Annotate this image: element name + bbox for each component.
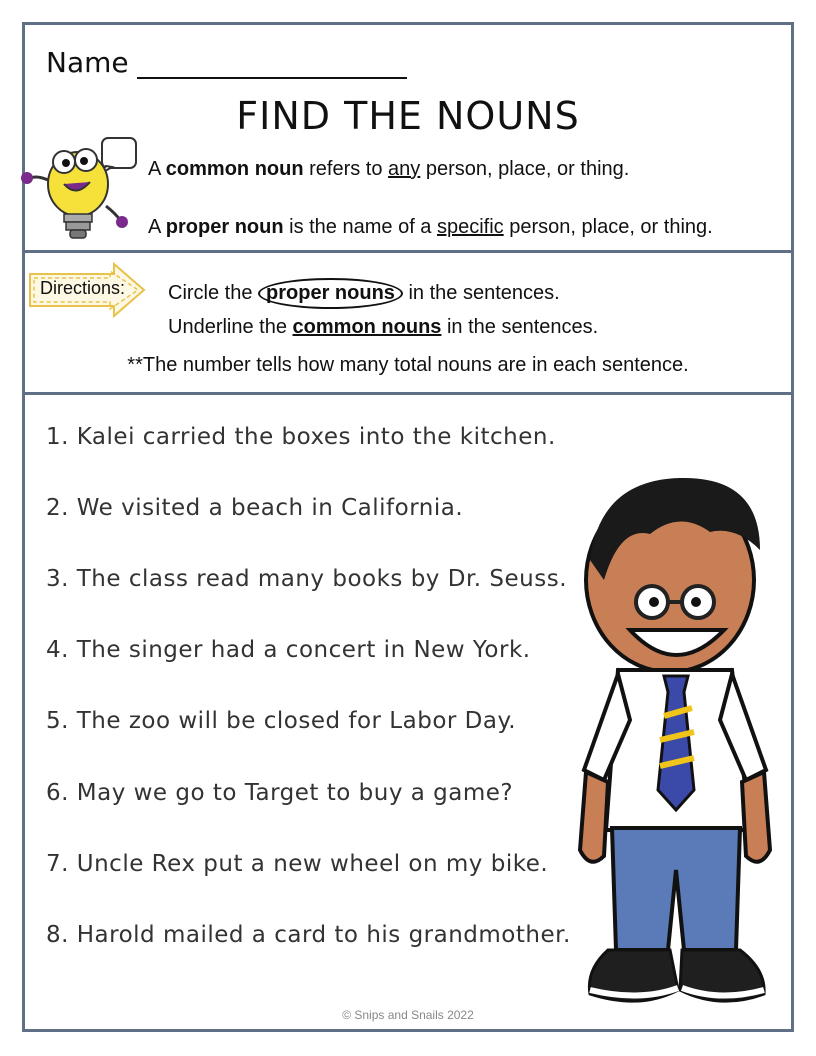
common-nouns-underlined: common nouns (292, 316, 442, 338)
sentence-6[interactable]: 6. May we go to Target to buy a game? (46, 780, 514, 806)
directions-text: Underline the (168, 316, 293, 338)
keyword-any: any (388, 158, 421, 180)
directions-label: Directions: (40, 278, 126, 298)
divider-middle (22, 392, 794, 395)
proper-nouns-circled: proper nouns (258, 278, 403, 309)
common-noun-definition (148, 158, 629, 181)
name-label: Name (46, 46, 129, 79)
copyright-footer: © Snips and Snails 2022 (342, 1008, 474, 1022)
sentence-8[interactable]: 8. Harold mailed a card to his grandmother. (46, 922, 571, 948)
sentence-4[interactable]: 4. The singer had a concert in New York. (46, 637, 531, 663)
sentence-1[interactable]: 1. Kalei carried the boxes into the kitchen. (46, 424, 556, 450)
common-noun-term: common noun (165, 158, 304, 180)
sentence-2[interactable]: 2. We visited a beach in California. (46, 495, 464, 521)
definition-text: A (148, 158, 166, 180)
directions-text: in the sentences. (441, 316, 599, 338)
name-field (46, 46, 407, 79)
directions-note: **The number tells how many total nouns are in each sentence. (127, 354, 689, 376)
definition-text: refers to (303, 158, 389, 180)
definition-text: person, place, or thing. (420, 158, 630, 180)
directions-text: Circle the (168, 282, 259, 304)
directions-line-circle (168, 278, 560, 309)
directions-text: in the sentences. (402, 282, 560, 304)
proper-noun-term: proper noun (165, 216, 284, 238)
definition-text: is the name of a (283, 216, 437, 238)
name-blank-line[interactable] (137, 51, 407, 79)
lightbulb-mascot-icon (20, 136, 140, 248)
directions-line-underline (168, 316, 598, 339)
sentence-5[interactable]: 5. The zoo will be closed for Labor Day. (46, 708, 517, 734)
sentence-7[interactable]: 7. Uncle Rex put a new wheel on my bike. (46, 851, 549, 877)
keyword-specific: specific (436, 216, 504, 238)
page-title: FIND THE NOUNS (236, 94, 580, 138)
sentence-3[interactable]: 3. The class read many books by Dr. Seuss. (46, 566, 568, 592)
divider-top (22, 250, 794, 253)
definition-text: A (148, 216, 166, 238)
proper-noun-definition (148, 216, 713, 239)
definition-text: person, place, or thing. (503, 216, 713, 238)
boy-character-illustration (560, 470, 792, 1030)
